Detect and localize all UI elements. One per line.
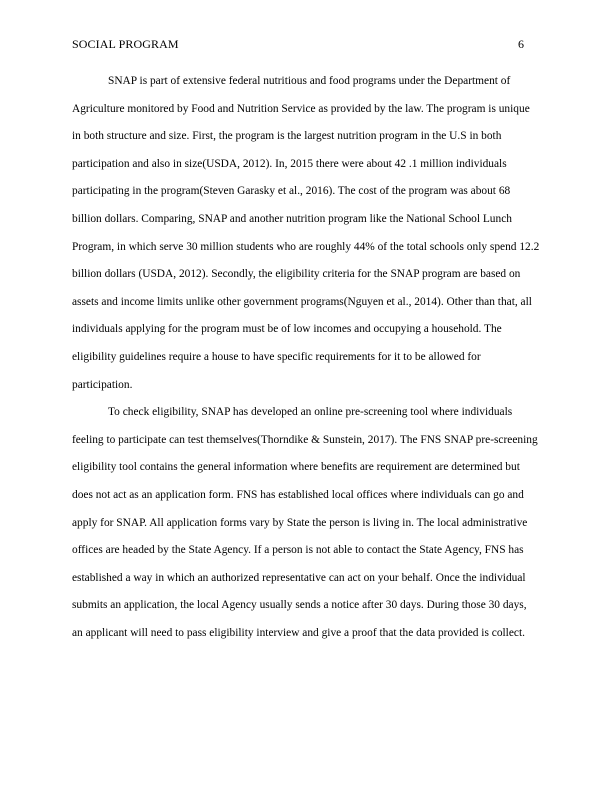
body-text: [72, 68, 540, 647]
running-head: SOCIAL PROGRAM: [72, 37, 179, 51]
page-number: 6: [518, 37, 524, 51]
paragraph: To check eligibility, SNAP has developed an online pre-screening tool where individuals feeling to participate can test themselves(Thorndike & Sunstein, 2017). The FNS SNAP pre-screening eligibility tool contains the general information where benefits are requirement are determined but does not act as an application form. FNS has established local offices where individuals can go and apply for SNAP. All application forms vary by State the person is living in. The local administrative offices are headed by the State Agency. If a person is not able to contact the State Agency, FNS has established a way in which an authorized representative can act on your behalf. Once the individual submits an application, the local Agency usually sends a notice after 30 days. During those 30 days, an applicant will need to pass eligibility interview and give a proof that the data provided is collect.: [72, 406, 538, 639]
page-header: [72, 36, 524, 52]
paragraph: SNAP is part of extensive federal nutritious and food programs under the Department of Agriculture monitored by Food and Nutrition Service as provided by the law. The program is unique in both structure and size. First, the program is the largest nutrition program in the U.S in both participation and also in size(USDA, 2012). In, 2015 there were about 42 .1 million individuals participating in the program(Steven Garasky et al., 2016). The cost of the program was about 68 billion dollars. Comparing, SNAP and another nutrition program like the National School Lunch Program, in which serve 30 million students who are roughly 44% of the total schools only spend 12.2 billion dollars (USDA, 2012). Secondly, the eligibility criteria for the SNAP program are based on assets and income limits unlike other government programs(Nguyen et al., 2014). Other than that, all individuals applying for the program must be of low incomes and occupying a household. The eligibility guidelines require a house to have specific requirements for it to be allowed for participation.: [72, 75, 540, 391]
